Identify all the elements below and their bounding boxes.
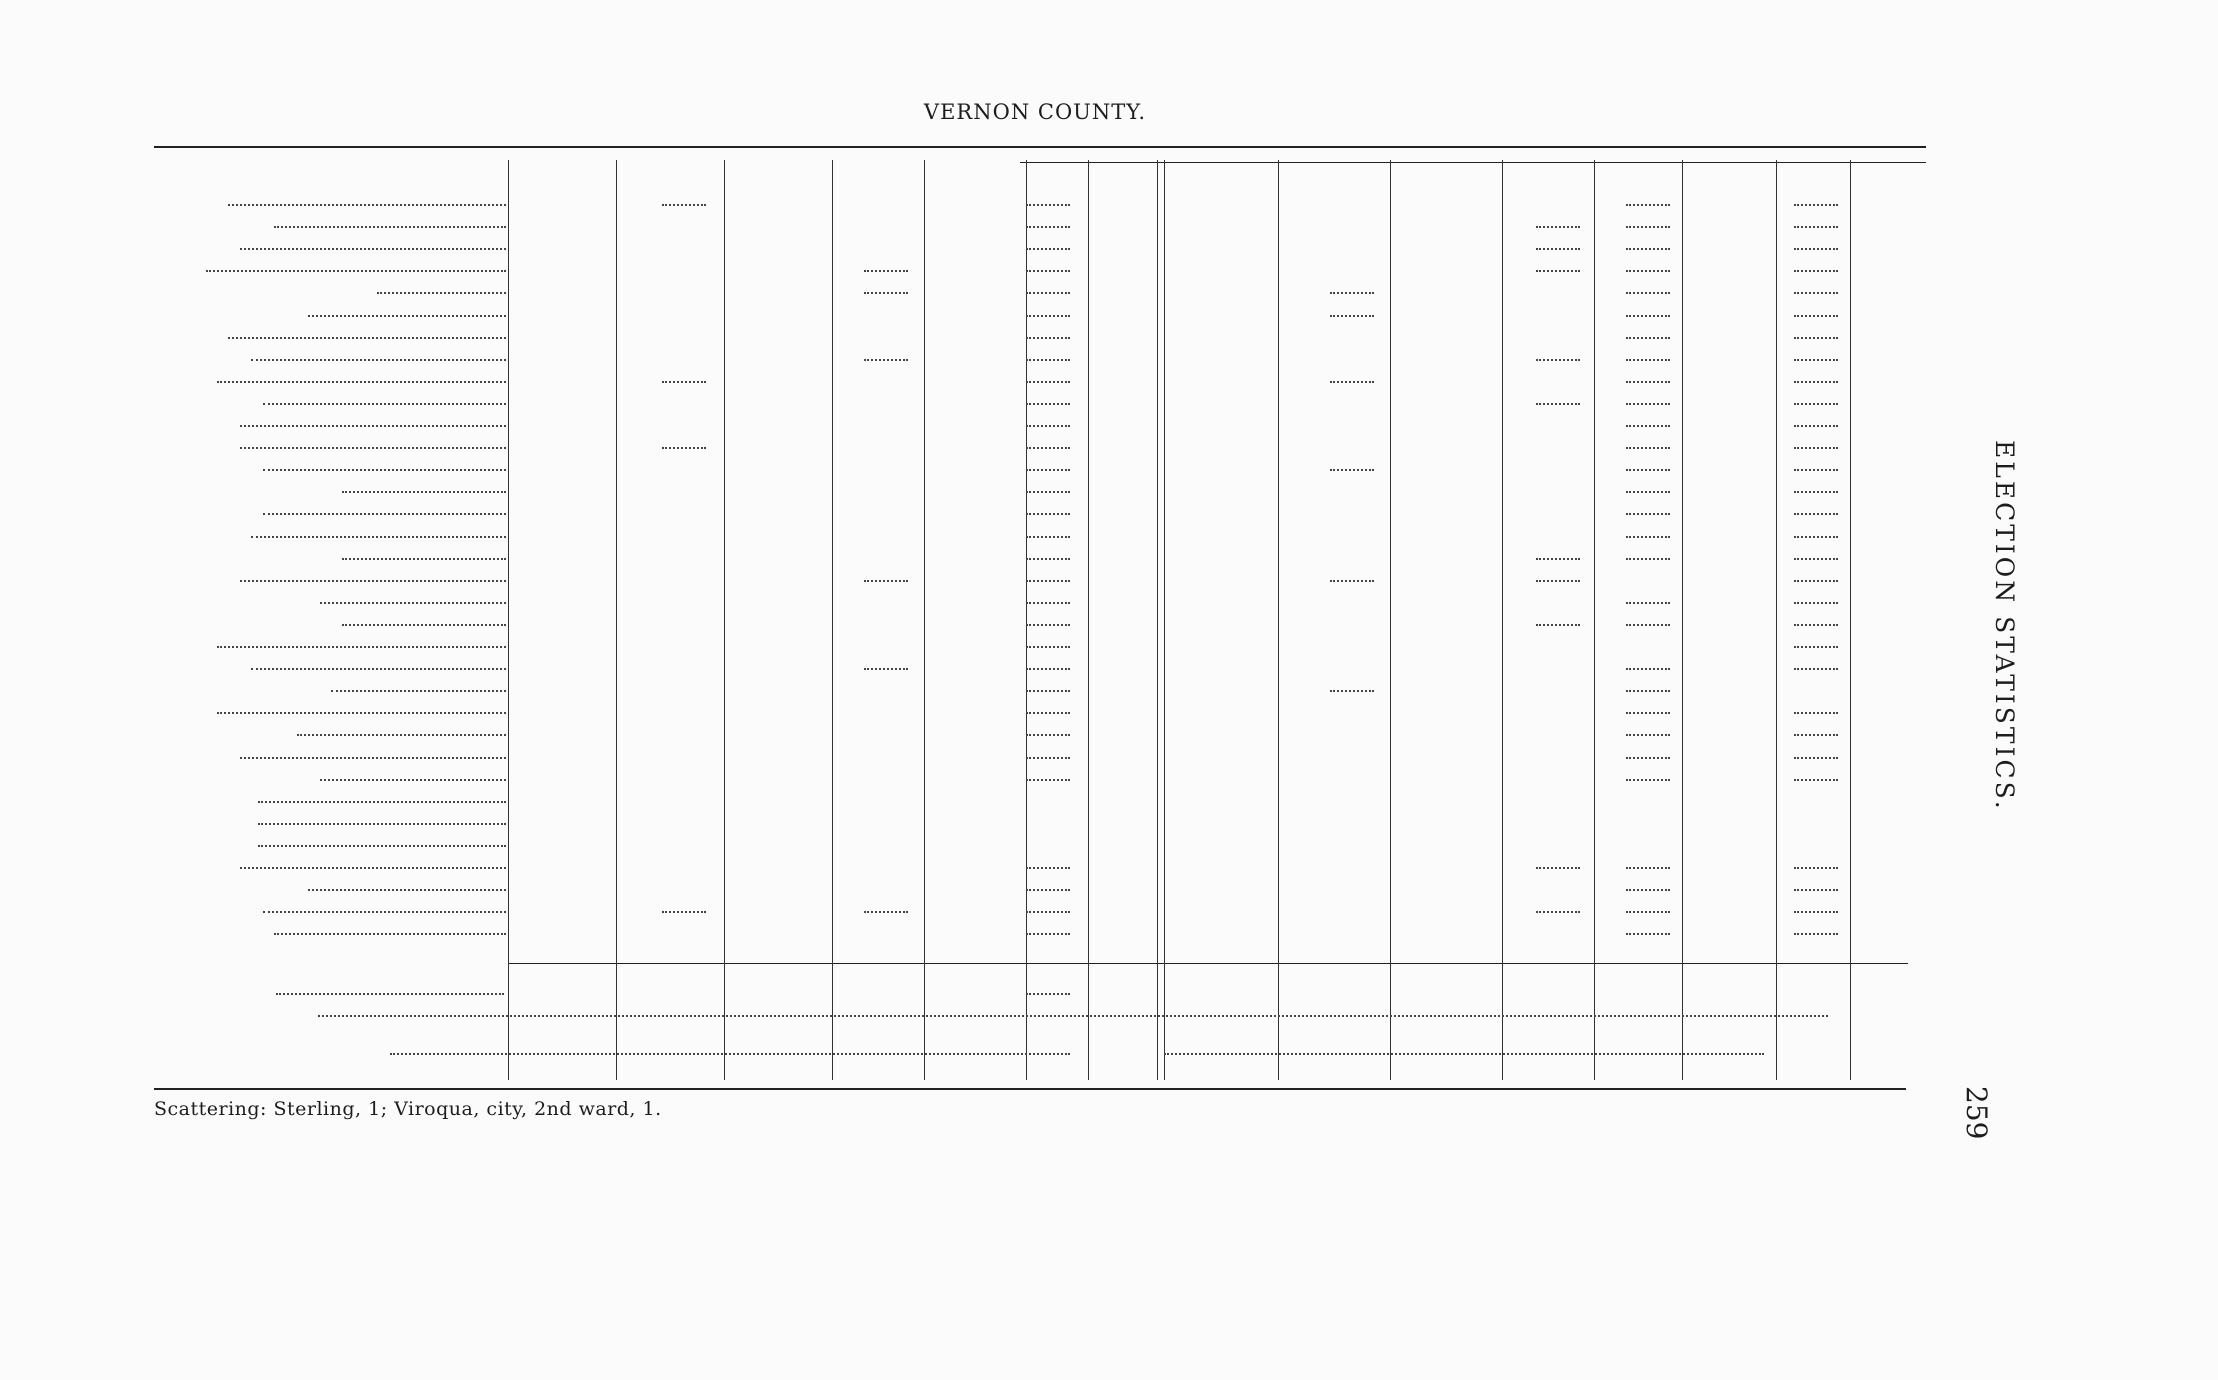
empty-cell-dots: [1026, 992, 1070, 995]
empty-cell-dots: [1330, 314, 1374, 317]
empty-cell-dots: [1536, 402, 1580, 405]
empty-cell-dots: [1794, 557, 1838, 560]
dot-leader: [251, 535, 506, 538]
empty-cell-dots: [1794, 733, 1838, 736]
empty-cell-dots: [1626, 380, 1670, 383]
dot-leader: [240, 247, 506, 250]
empty-cell-dots: [1026, 203, 1070, 206]
empty-cell-dots: [1026, 910, 1070, 913]
empty-cell-dots: [864, 269, 908, 272]
empty-cell-dots: [1626, 291, 1670, 294]
empty-cell-dots: [1626, 932, 1670, 935]
empty-cell-dots: [1794, 667, 1838, 670]
empty-cell-dots: [1026, 689, 1070, 692]
empty-cell-dots: [1026, 225, 1070, 228]
empty-cell-dots: [1330, 579, 1374, 582]
empty-cell-dots: [1026, 601, 1070, 604]
empty-cell-dots: [1626, 557, 1670, 560]
empty-cell-dots: [1794, 358, 1838, 361]
empty-cell-dots: [1026, 512, 1070, 515]
dot-leader: [390, 1052, 1070, 1055]
top-rule: [154, 146, 1926, 148]
empty-cell-dots: [1536, 269, 1580, 272]
empty-cell-dots: [1794, 490, 1838, 493]
empty-cell-dots: [1026, 579, 1070, 582]
empty-cell-dots: [1026, 490, 1070, 493]
empty-cell-dots: [1626, 910, 1670, 913]
empty-cell-dots: [1626, 512, 1670, 515]
dot-leader: [308, 888, 506, 891]
empty-cell-dots: [1026, 269, 1070, 272]
dot-leader: [240, 579, 506, 582]
dot-leader: [258, 822, 506, 825]
empty-cell-dots: [1794, 535, 1838, 538]
empty-cell-dots: [1794, 336, 1838, 339]
empty-cell-dots: [1794, 756, 1838, 759]
bottom-rule: [154, 1088, 1906, 1090]
column-divider: [1682, 160, 1683, 1080]
dot-leader: [258, 844, 506, 847]
empty-cell-dots: [1794, 623, 1838, 626]
empty-cell-dots: [864, 579, 908, 582]
empty-cell-dots: [1026, 468, 1070, 471]
dot-leader: [240, 756, 506, 759]
empty-cell-dots: [1626, 336, 1670, 339]
empty-cell-dots: [1026, 756, 1070, 759]
empty-cell-dots: [1626, 490, 1670, 493]
dot-leader: [1164, 1052, 1764, 1055]
empty-cell-dots: [1536, 358, 1580, 361]
empty-cell-dots: [1026, 314, 1070, 317]
empty-cell-dots: [1794, 579, 1838, 582]
empty-cell-dots: [1626, 756, 1670, 759]
empty-cell-dots: [1794, 269, 1838, 272]
empty-cell-dots: [1794, 512, 1838, 515]
column-divider: [1390, 160, 1391, 1080]
dot-leader: [263, 910, 506, 913]
empty-cell-dots: [1794, 932, 1838, 935]
empty-cell-dots: [1026, 535, 1070, 538]
empty-cell-dots: [1536, 557, 1580, 560]
empty-cell-dots: [1626, 225, 1670, 228]
empty-cell-dots: [1626, 888, 1670, 891]
empty-cell-dots: [1536, 247, 1580, 250]
empty-cell-dots: [1626, 446, 1670, 449]
dot-leader: [217, 711, 506, 714]
empty-cell-dots: [1794, 380, 1838, 383]
empty-cell-dots: [1626, 689, 1670, 692]
empty-cell-dots: [1536, 910, 1580, 913]
dot-leader: [228, 203, 506, 206]
empty-cell-dots: [1794, 402, 1838, 405]
dot-leader: [240, 866, 506, 869]
empty-cell-dots: [1026, 866, 1070, 869]
empty-cell-dots: [1536, 866, 1580, 869]
empty-cell-dots: [1626, 733, 1670, 736]
running-head-side: ELECTION STATISTICS.: [1990, 440, 2019, 812]
empty-cell-dots: [1330, 291, 1374, 294]
column-divider: [1502, 160, 1503, 1080]
empty-cell-dots: [1626, 866, 1670, 869]
dot-leader: [320, 778, 506, 781]
empty-cell-dots: [864, 910, 908, 913]
dot-leader: [274, 932, 506, 935]
empty-cell-dots: [1794, 314, 1838, 317]
dot-leader: [263, 468, 506, 471]
empty-cell-dots: [1794, 645, 1838, 648]
dot-leader: [263, 402, 506, 405]
column-divider: [1278, 160, 1279, 1080]
empty-cell-dots: [1794, 225, 1838, 228]
empty-cell-dots: [1536, 623, 1580, 626]
empty-cell-dots: [1026, 711, 1070, 714]
dot-leader: [320, 601, 506, 604]
empty-cell-dots: [1026, 623, 1070, 626]
empty-cell-dots: [1026, 932, 1070, 935]
column-divider: [724, 160, 725, 1080]
empty-cell-dots: [1026, 645, 1070, 648]
empty-cell-dots: [1626, 314, 1670, 317]
empty-cell-dots: [1626, 424, 1670, 427]
dot-leader: [342, 557, 506, 560]
empty-cell-dots: [1794, 910, 1838, 913]
empty-cell-dots: [1626, 778, 1670, 781]
empty-cell-dots: [1626, 203, 1670, 206]
dot-leader: [240, 424, 506, 427]
empty-cell-dots: [1330, 380, 1374, 383]
dot-leader: [276, 992, 504, 995]
empty-cell-dots: [1626, 247, 1670, 250]
empty-cell-dots: [1026, 557, 1070, 560]
dot-leader: [342, 490, 506, 493]
empty-cell-dots: [1794, 291, 1838, 294]
empty-cell-dots: [1330, 689, 1374, 692]
footnote: Scattering: Sterling, 1; Viroqua, city, 2nd ward, 1.: [154, 1098, 662, 1120]
column-divider: [508, 160, 509, 1080]
empty-cell-dots: [1626, 358, 1670, 361]
dot-leader: [274, 225, 506, 228]
dot-leader: [308, 314, 506, 317]
empty-cell-dots: [1626, 402, 1670, 405]
dot-leader: [217, 645, 506, 648]
dot-leader: [297, 733, 506, 736]
empty-cell-dots: [1626, 667, 1670, 670]
empty-cell-dots: [1026, 380, 1070, 383]
empty-cell-dots: [864, 291, 908, 294]
dot-leader: [240, 446, 506, 449]
empty-cell-dots: [1536, 579, 1580, 582]
empty-cell-dots: [1026, 247, 1070, 250]
empty-cell-dots: [662, 203, 706, 206]
empty-cell-dots: [1626, 711, 1670, 714]
empty-cell-dots: [1026, 424, 1070, 427]
empty-cell-dots: [1026, 336, 1070, 339]
empty-cell-dots: [1026, 888, 1070, 891]
empty-cell-dots: [1794, 424, 1838, 427]
dot-leader: [217, 380, 506, 383]
column-divider: [1157, 160, 1158, 1080]
dot-leader: [377, 291, 506, 294]
empty-cell-dots: [864, 667, 908, 670]
column-divider: [1776, 160, 1777, 1080]
dot-leader: [258, 800, 506, 803]
empty-cell-dots: [1330, 468, 1374, 471]
empty-cell-dots: [1794, 778, 1838, 781]
empty-cell-dots: [1026, 778, 1070, 781]
dot-leader: [318, 1014, 1828, 1017]
empty-cell-dots: [662, 380, 706, 383]
empty-cell-dots: [1794, 468, 1838, 471]
column-divider: [1594, 160, 1595, 1080]
dot-leader: [342, 623, 506, 626]
empty-cell-dots: [1626, 623, 1670, 626]
dot-leader: [206, 269, 506, 272]
dot-leader: [228, 336, 506, 339]
top-rule-right: [1020, 162, 1926, 163]
column-divider: [1164, 160, 1165, 1080]
empty-cell-dots: [1026, 358, 1070, 361]
empty-cell-dots: [864, 358, 908, 361]
empty-cell-dots: [1794, 601, 1838, 604]
dot-leader: [251, 358, 506, 361]
dot-leader: [263, 512, 506, 515]
empty-cell-dots: [1026, 667, 1070, 670]
empty-cell-dots: [1794, 711, 1838, 714]
empty-cell-dots: [1626, 535, 1670, 538]
empty-cell-dots: [1794, 247, 1838, 250]
empty-cell-dots: [1794, 203, 1838, 206]
totals-rule-top: [508, 963, 1908, 964]
column-divider: [832, 160, 833, 1080]
dot-leader: [251, 667, 506, 670]
empty-cell-dots: [1794, 866, 1838, 869]
column-divider: [924, 160, 925, 1080]
column-divider: [1850, 160, 1851, 1080]
empty-cell-dots: [1626, 468, 1670, 471]
column-divider: [616, 160, 617, 1080]
empty-cell-dots: [662, 910, 706, 913]
empty-cell-dots: [1626, 269, 1670, 272]
empty-cell-dots: [1026, 446, 1070, 449]
empty-cell-dots: [1794, 446, 1838, 449]
empty-cell-dots: [1026, 733, 1070, 736]
column-divider: [1088, 160, 1089, 1080]
empty-cell-dots: [1794, 888, 1838, 891]
empty-cell-dots: [1026, 402, 1070, 405]
dot-leader: [331, 689, 506, 692]
empty-cell-dots: [1626, 601, 1670, 604]
empty-cell-dots: [1026, 291, 1070, 294]
empty-cell-dots: [1536, 225, 1580, 228]
page-number: 259: [1960, 1086, 1993, 1140]
column-divider: [1026, 160, 1027, 1080]
empty-cell-dots: [662, 446, 706, 449]
page-title: VERNON COUNTY.: [923, 100, 1147, 124]
